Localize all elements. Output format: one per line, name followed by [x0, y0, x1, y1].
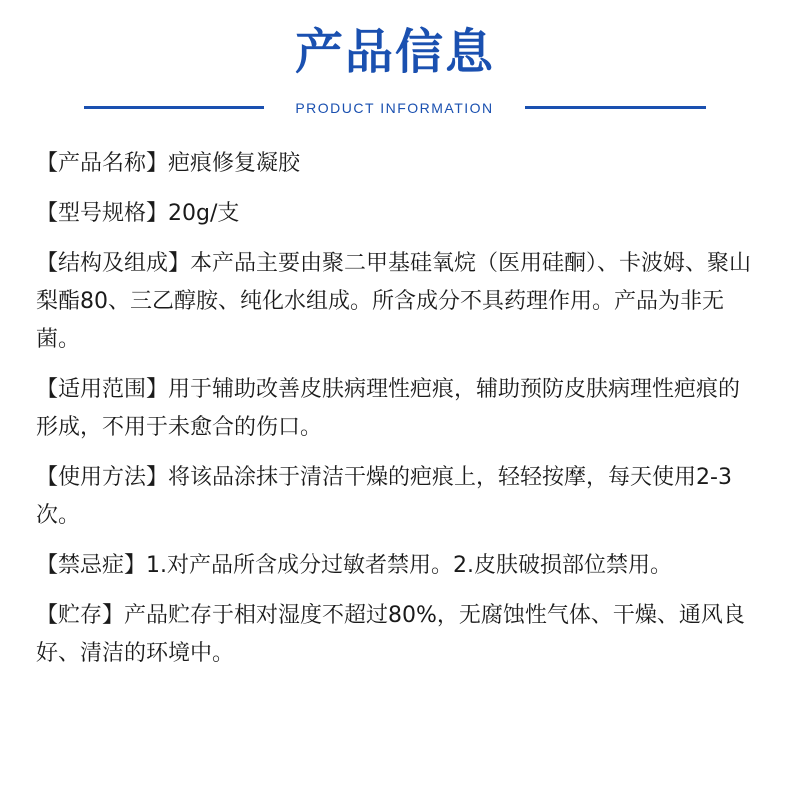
page-title: 产品信息	[294, 24, 495, 80]
info-text: 将该品涂抹于清洁干燥的疤痕上，轻轻按摩，每天使用2-3次。	[36, 465, 732, 528]
info-label: 【使用方法】	[36, 465, 169, 490]
subtitle-row	[84, 98, 706, 118]
product-info-list	[36, 145, 758, 685]
divider-right	[525, 106, 706, 109]
info-label: 【适用范围】	[36, 377, 169, 402]
info-item-storage	[36, 597, 758, 673]
info-text: 疤痕修复凝胶	[168, 151, 301, 176]
info-label: 【型号规格】	[36, 201, 169, 226]
info-item-product-name	[36, 145, 758, 183]
info-item-scope	[36, 371, 758, 447]
info-text: 1.对产品所含成分过敏者禁用。2.皮肤破损部位禁用。	[146, 553, 672, 578]
info-text: 用于辅助改善皮肤病理性疤痕，辅助预防皮肤病理性疤痕的形成，不用于未愈合的伤口。	[36, 377, 741, 440]
info-text: 产品贮存于相对湿度不超过80%，无腐蚀性气体、干燥、通风良好、清洁的环境中。	[36, 603, 745, 666]
info-label: 【产品名称】	[36, 151, 169, 176]
info-item-model-spec	[36, 195, 758, 233]
info-text: 20g/支	[168, 201, 240, 226]
info-text: 本产品主要由聚二甲基硅氧烷（医用硅酮）、卡波姆、聚山梨酯80、三乙醇胺、纯化水组成。所含成分不具药理作用。产品为非无菌。	[36, 251, 752, 352]
info-label: 【结构及组成】	[36, 251, 191, 276]
info-item-usage	[36, 459, 758, 535]
info-item-composition	[36, 245, 758, 359]
info-label: 【贮存】	[36, 603, 125, 628]
divider-left	[84, 106, 264, 109]
page-subtitle: PRODUCT INFORMATION	[295, 100, 494, 116]
info-label: 【禁忌症】	[36, 553, 147, 578]
info-item-contraindications	[36, 547, 758, 585]
